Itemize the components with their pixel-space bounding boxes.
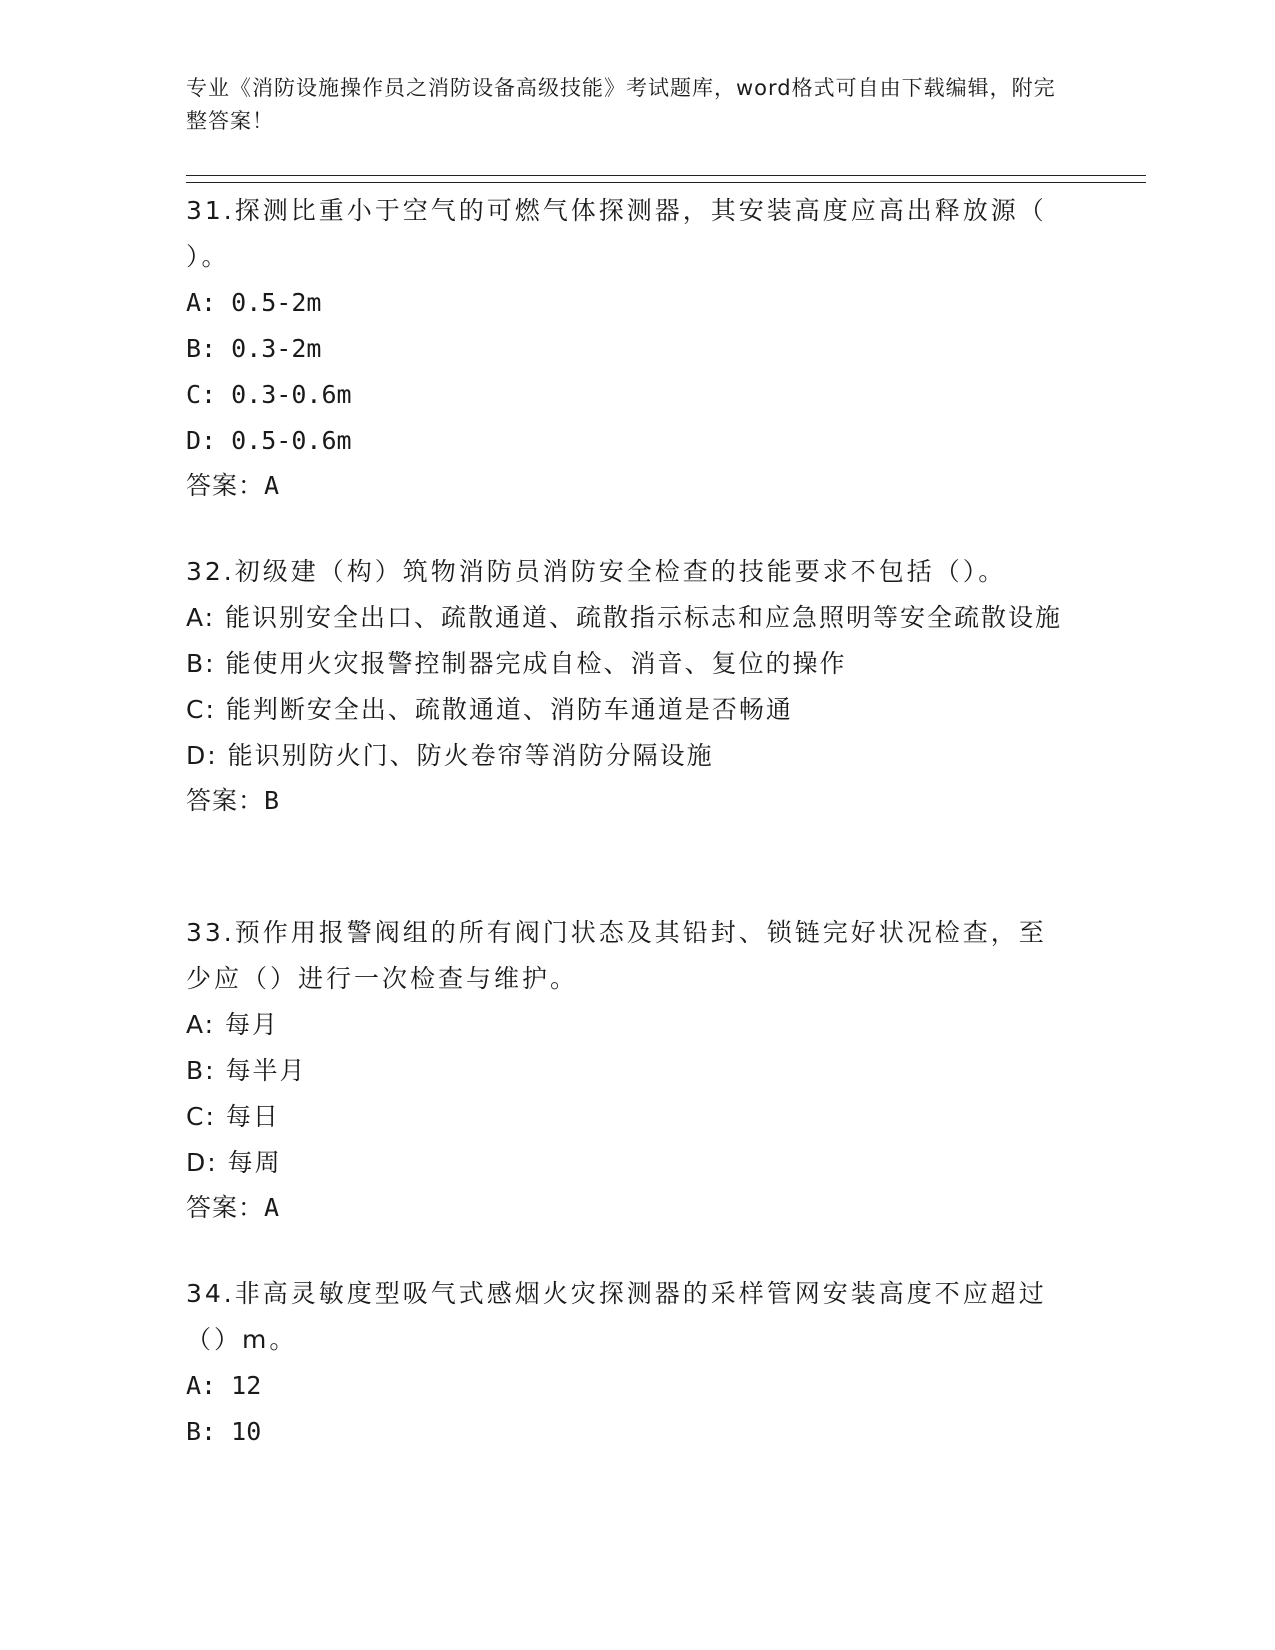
- answer-line: [186, 1186, 1066, 1230]
- option-b: B: 0.3-2m: [186, 334, 322, 363]
- option-c: C: 能判断安全出、疏散通道、消防车通道是否畅通: [186, 695, 793, 724]
- answer-label: 答案：: [186, 1193, 265, 1222]
- answer-value: B: [264, 786, 281, 815]
- answer-label: 答案：: [186, 471, 265, 500]
- answer-line: [186, 464, 1066, 508]
- option-d: D: 0.5-0.6m: [186, 426, 352, 455]
- option-b: B: 能使用火灾报警控制器完成自检、消音、复位的操作: [186, 649, 847, 678]
- option-d: D: 能识别防火门、防火卷帘等消防分隔设施: [186, 741, 714, 770]
- question-text: 34.非高灵敏度型吸气式感烟火灾探测器的采样管网安装高度不应超过（）m。: [186, 1279, 1047, 1354]
- question-32: [186, 549, 1066, 823]
- question-text: 31.探测比重小于空气的可燃气体探测器，其安装高度应高出释放源（ ）。: [186, 196, 1047, 271]
- question-33: [186, 910, 1066, 1230]
- document-header: 专业《消防设施操作员之消防设备高级技能》考试题库，word格式可自由下载编辑，附完整答案！: [186, 76, 1056, 133]
- answer-line: [186, 779, 1066, 823]
- option-a: A: 能识别安全出口、疏散通道、疏散指示标志和应急照明等安全疏散设施: [186, 603, 1063, 632]
- option-a: A: 0.5-2m: [186, 288, 322, 317]
- header-divider-top: [186, 175, 1146, 176]
- header-divider-bottom: [186, 182, 1146, 183]
- option-c: C: 0.3-0.6m: [186, 380, 352, 409]
- question-text: 32.初级建（构）筑物消防员消防安全检查的技能要求不包括（）。: [186, 557, 1007, 586]
- question-34: [186, 1271, 1066, 1455]
- answer-label: 答案：: [186, 786, 265, 815]
- option-b: B: 10: [186, 1417, 262, 1446]
- option-a: A: 每月: [186, 1010, 280, 1039]
- question-31: [186, 188, 1066, 508]
- option-b: B: 每半月: [186, 1056, 307, 1085]
- option-a: A: 12: [186, 1371, 262, 1400]
- answer-value: A: [264, 1193, 281, 1222]
- option-d: D: 每周: [186, 1148, 282, 1177]
- option-c: C: 每日: [186, 1102, 280, 1131]
- question-text: 33.预作用报警阀组的所有阀门状态及其铅封、锁链完好状况检查，至少应（）进行一次检查与维护。: [186, 918, 1047, 993]
- answer-value: A: [264, 471, 281, 500]
